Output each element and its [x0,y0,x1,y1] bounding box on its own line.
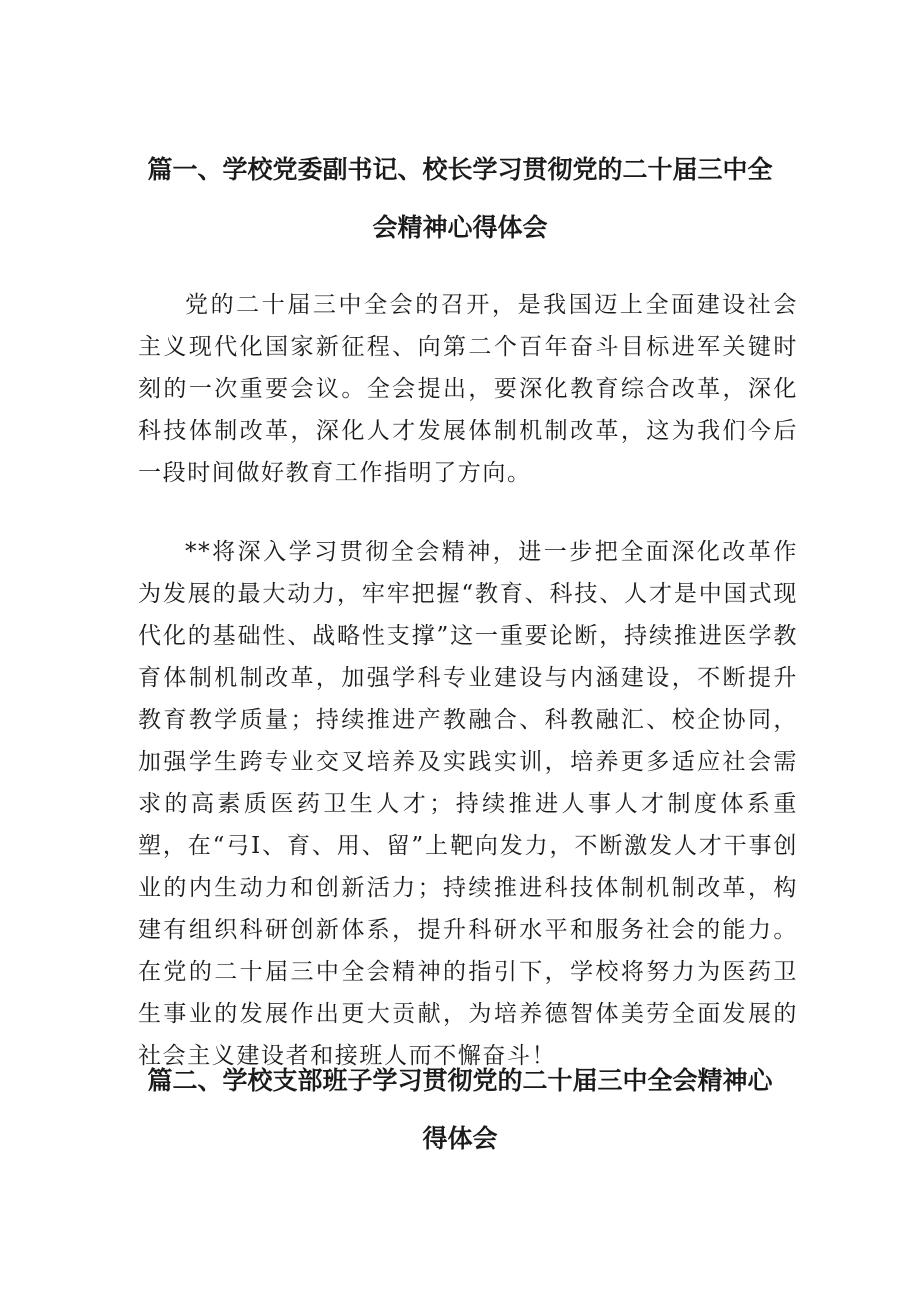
paragraph-1: 党的二十届三中全会的召开，是我国迈上全面建设社会主义现代化国家新征程、向第二个百年奋斗目标进军关键时刻的一次重要会议。全会提出，要深化教育综合改革，深化科技体制改革，深化人才发展体制机制改革，这为我们今后一段时间做好教育工作指明了方向。 [138,292,798,486]
paragraph-2: **将深入学习贯彻全会精神，进一步把全面深化改革作为发展的最大动力，牢牢把握“教育、科技、人才是中国式现代化的基础性、战略性支撑”这一重要论断，持续推进医学教育体制机制改革，加强学科专业建设与内涵建设，不断提升教育教学质量；持续推进产教融合、科教融汇、校企协同，加强学生跨专业交叉培养及实践实训，培养更多适应社会需求的高素质医药卫生人才；持续推进人事人才制度体系重塑，在“弓I、育、用、留”上靶向发力，不断激发人才干事创业的内生动力和创新活力；持续推进科技体制机制改革，构建有组织科研创新体系，提升科研水平和服务社会的能力。在党的二十届三中全会精神的指引下，学校将努力为医药卫生事业的发展作出更大贡献，为培养德智体美劳全面发展的社会主义建设者和接班人而不懈奋斗！ [138,539,798,1069]
section2-title-line1: 篇二、学校支部班子学习贯彻党的二十届三中全会精神心 [147,1066,773,1095]
section1-title-line1: 篇一、学校党委副书记、校长学习贯彻党的二十届三中全 [147,155,773,184]
section1-title-line2: 会精神心得体会 [372,213,548,242]
section2-title-line2: 得体会 [422,1124,498,1153]
